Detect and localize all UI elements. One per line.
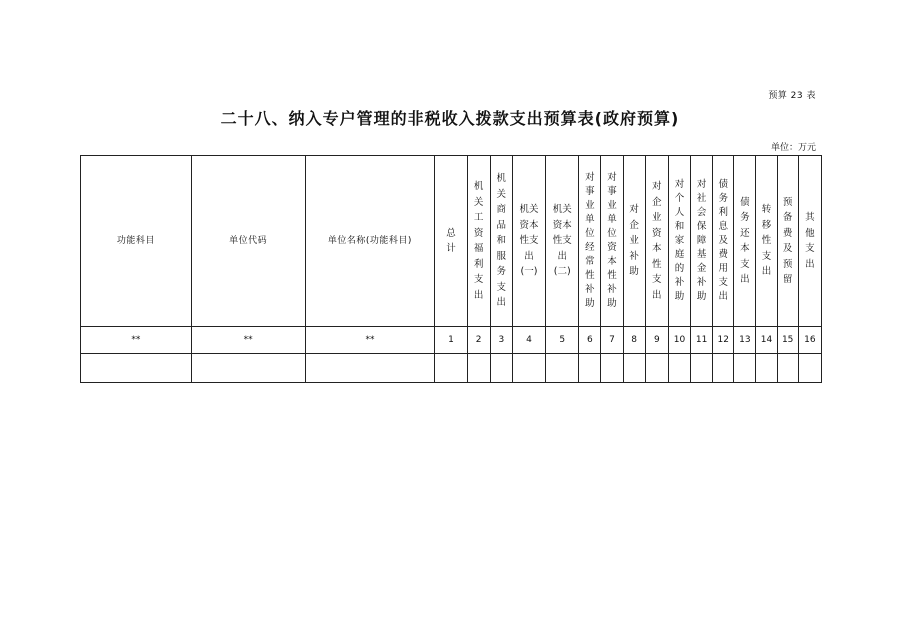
table-header-row [81, 156, 822, 327]
page-title: 二十八、纳入专户管理的非税收入拨款支出预算表(政府预算) [220, 109, 680, 128]
column-number: 8 [623, 327, 645, 354]
table-cell [305, 354, 435, 383]
header-col-7: 对事业单位资本性补助 [601, 156, 623, 327]
table-cell [713, 354, 734, 383]
header-col-4: 机关资本性支出(一) [512, 156, 545, 327]
header-col-10: 对个人和家庭的补助 [668, 156, 690, 327]
header-col-3: 机关商品和服务支出 [490, 156, 512, 327]
header-col-15: 预备费及预留 [777, 156, 798, 327]
column-number: 13 [734, 327, 756, 354]
column-number: 1 [435, 327, 467, 354]
column-number: 10 [668, 327, 690, 354]
header-col-5: 机关资本性支出(二) [546, 156, 579, 327]
table-cell [798, 354, 821, 383]
column-number: 4 [512, 327, 545, 354]
table-cell [490, 354, 512, 383]
header-unit-name: 单位名称(功能科目) [305, 156, 435, 327]
table-cell [601, 354, 623, 383]
table-cell [734, 354, 756, 383]
column-number: 14 [756, 327, 777, 354]
header-col-14: 转移性支出 [756, 156, 777, 327]
table-cell [512, 354, 545, 383]
table-cell [777, 354, 798, 383]
table-cell [645, 354, 668, 383]
table-cell [435, 354, 467, 383]
table-cell [81, 354, 192, 383]
table-cell [191, 354, 305, 383]
marker-cell: ** [81, 327, 192, 354]
column-number: 7 [601, 327, 623, 354]
table-cell [668, 354, 690, 383]
header-function-subject: 功能科目 [81, 156, 192, 327]
column-number: 6 [579, 327, 601, 354]
table-cell [546, 354, 579, 383]
header-col-9: 对企业资本性支出 [645, 156, 668, 327]
table-cell [623, 354, 645, 383]
header-col-6: 对事业单位经常性补助 [579, 156, 601, 327]
header-col-11: 对社会保障基金补助 [691, 156, 713, 327]
header-col-2: 机关工资福利支出 [467, 156, 490, 327]
table-row [81, 354, 822, 383]
header-col-12: 债务利息及费用支出 [713, 156, 734, 327]
unit-label: 单位：万元 [770, 143, 816, 153]
header-col-16: 其他支出 [798, 156, 821, 327]
header-unit-code: 单位代码 [191, 156, 305, 327]
column-number: 9 [645, 327, 668, 354]
budget-table [80, 155, 822, 383]
header-col-13: 债务还本支出 [734, 156, 756, 327]
column-number: 5 [546, 327, 579, 354]
column-number: 11 [691, 327, 713, 354]
table-cell [756, 354, 777, 383]
marker-cell: ** [191, 327, 305, 354]
column-number: 12 [713, 327, 734, 354]
column-number: 2 [467, 327, 490, 354]
table-cell [467, 354, 490, 383]
header-col-8: 对企业补助 [623, 156, 645, 327]
table-cell [691, 354, 713, 383]
form-number: 预算 23 表 [768, 91, 816, 101]
header-total: 总计 [435, 156, 467, 327]
column-number: 3 [490, 327, 512, 354]
table-cell [579, 354, 601, 383]
marker-cell: ** [305, 327, 435, 354]
column-number: 16 [798, 327, 821, 354]
column-number: 15 [777, 327, 798, 354]
table-row [81, 327, 822, 354]
